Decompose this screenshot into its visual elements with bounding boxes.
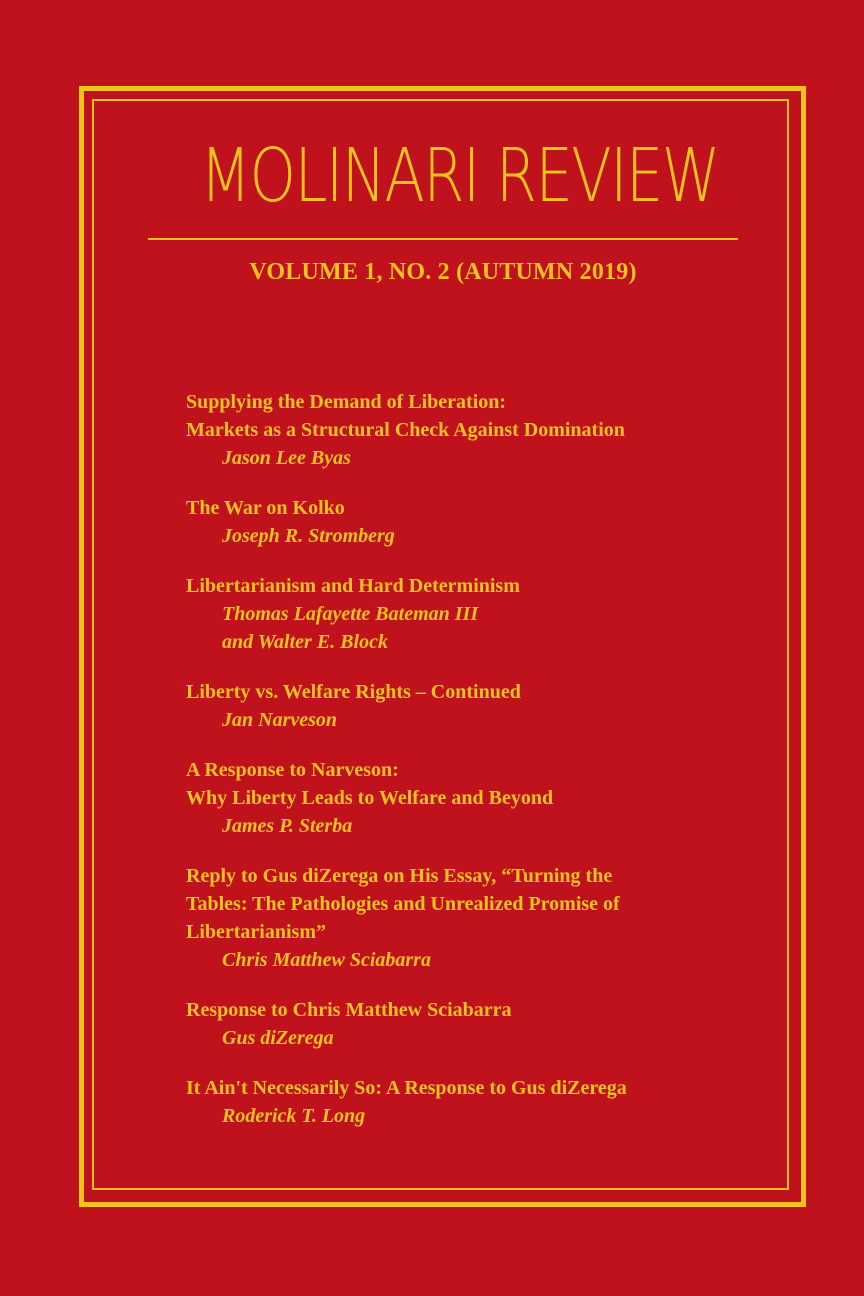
article-author-line: Jason Lee Byas (222, 447, 351, 469)
article-author (222, 812, 756, 840)
article-title (186, 1074, 756, 1102)
article-title-line: Why Liberty Leads to Welfare and Beyond (186, 787, 554, 809)
article-title-line: Tables: The Pathologies and Unrealized Promise of (186, 893, 620, 915)
article-title-line: Libertarianism” (186, 921, 326, 943)
contents-entry (186, 572, 756, 656)
contents-entry (186, 678, 756, 734)
contents-entry (186, 862, 756, 974)
article-title-line: Markets as a Structural Check Against Domination (186, 419, 625, 441)
article-author (222, 522, 756, 550)
article-author-line: and Walter E. Block (222, 631, 388, 653)
contents-entry (186, 756, 756, 840)
article-author (222, 946, 756, 974)
contents-entry (186, 1074, 756, 1130)
article-title-line: It Ain't Necessarily So: A Response to Gus diZerega (186, 1077, 627, 1099)
contents-entry (186, 494, 756, 550)
article-title (186, 756, 756, 812)
article-author (222, 600, 756, 656)
article-author-line: Chris Matthew Sciabarra (222, 949, 431, 971)
article-title-line: Supplying the Demand of Liberation: (186, 391, 507, 413)
article-author (222, 1024, 756, 1052)
table-of-contents (186, 388, 756, 1152)
article-title (186, 494, 756, 522)
article-title-line: Liberty vs. Welfare Rights – Continued (186, 681, 521, 703)
article-title (186, 572, 756, 600)
article-title (186, 862, 756, 946)
contents-entry (186, 996, 756, 1052)
article-author-line: Joseph R. Stromberg (222, 525, 395, 547)
article-title-line: Libertarianism and Hard Determinism (186, 575, 520, 597)
journal-masthead: MOLINARI REVIEW (200, 133, 719, 219)
article-title (186, 388, 756, 444)
article-title-line: A Response to Narveson: (186, 759, 399, 781)
issue-line: VOLUME 1, NO. 2 (AUTUMN 2019) (249, 259, 637, 285)
article-title (186, 678, 756, 706)
article-title (186, 996, 756, 1024)
article-author-line: James P. Sterba (222, 815, 353, 837)
article-title-line: Reply to Gus diZerega on His Essay, “Turning the (186, 865, 613, 887)
article-author (222, 444, 756, 472)
article-author (222, 706, 756, 734)
article-title-line: The War on Kolko (186, 497, 345, 519)
article-author-line: Jan Narveson (222, 709, 338, 731)
article-title-line: Response to Chris Matthew Sciabarra (186, 999, 512, 1021)
article-author (222, 1102, 756, 1130)
article-author-line: Gus diZerega (222, 1027, 334, 1049)
article-author-line: Thomas Lafayette Bateman III (222, 603, 479, 625)
contents-entry (186, 388, 756, 472)
masthead-rule (148, 238, 738, 240)
article-author-line: Roderick T. Long (222, 1105, 366, 1127)
